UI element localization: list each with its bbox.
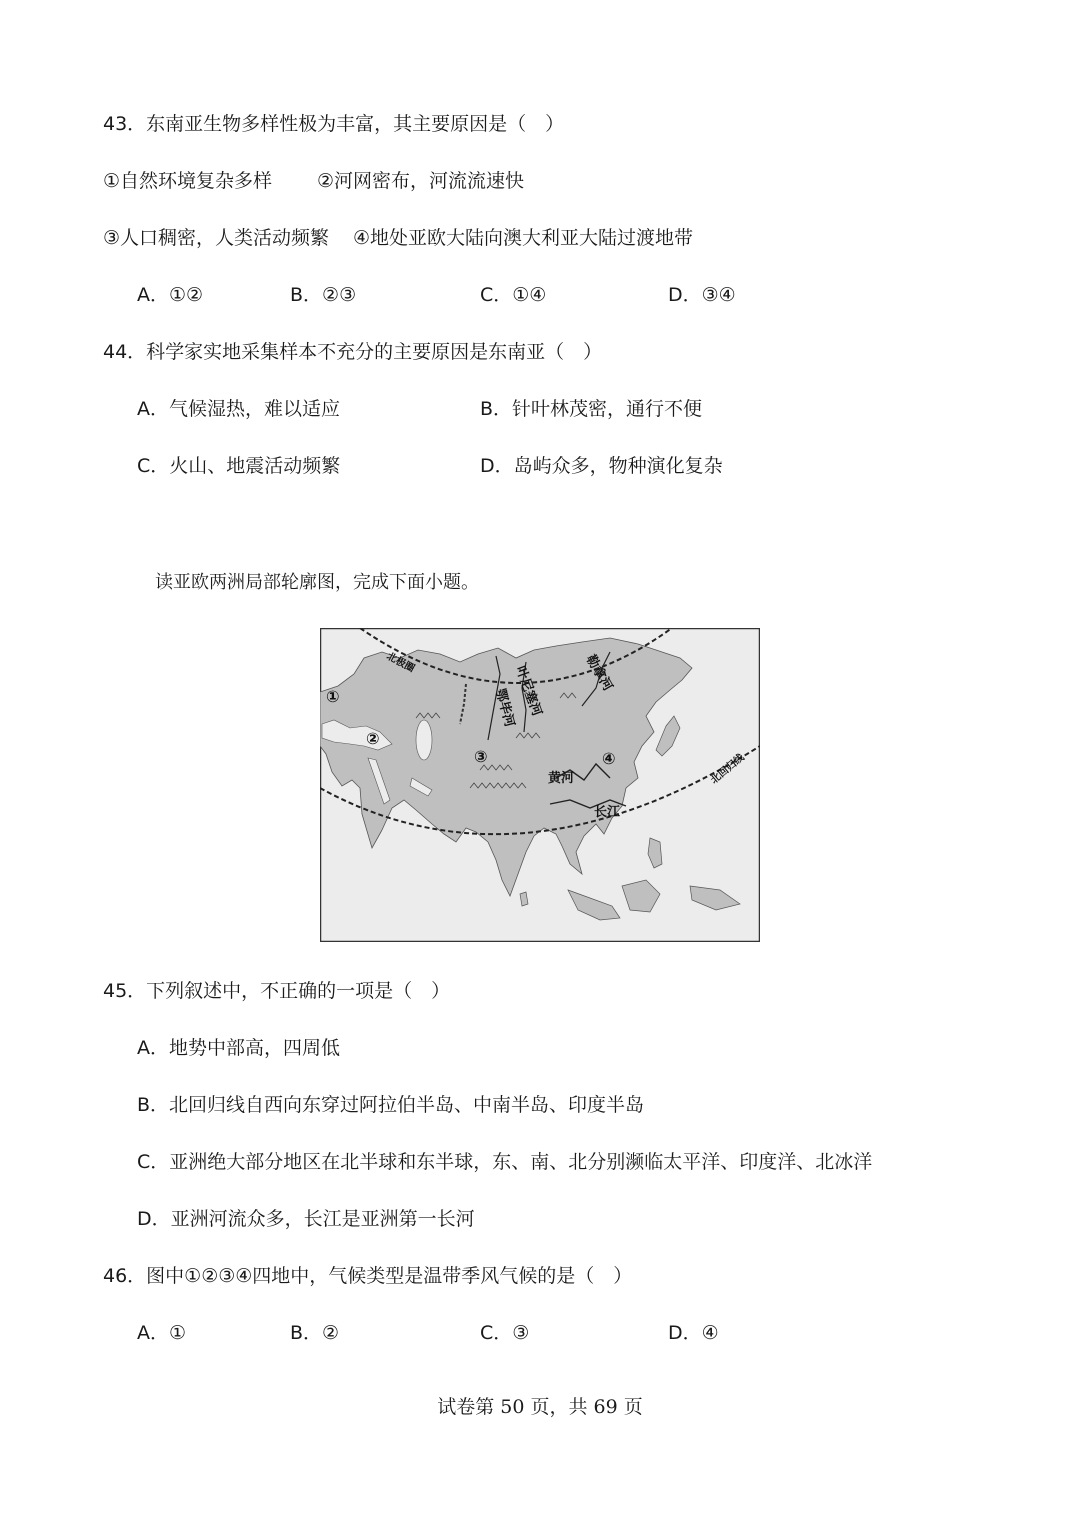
asia-europe-map	[320, 628, 760, 942]
q44-option-c[interactable]: C．火山、地震活动频繁	[137, 455, 341, 477]
q46-option-d[interactable]: D．④	[668, 1322, 719, 1344]
q45-option-b[interactable]: B．北回归线自西向东穿过阿拉伯半岛、中南半岛、印度半岛	[137, 1094, 645, 1116]
q43-statement-3: ③人口稠密，人类活动频繁	[103, 227, 330, 249]
q44-option-d[interactable]: D．岛屿众多，物种演化复杂	[480, 455, 723, 477]
q43-statement-2: ②河网密布，河流流速快	[317, 170, 525, 192]
q45-option-a[interactable]: A．地势中部高，四周低	[137, 1037, 340, 1059]
q44-option-b[interactable]: B．针叶林茂密，通行不便	[480, 398, 703, 420]
q43-option-b[interactable]: B．②③	[290, 284, 357, 306]
q44-stem: 44．科学家实地采集样本不充分的主要原因是东南亚（ ）	[103, 341, 603, 363]
point-1-label: ①	[326, 687, 340, 706]
q46-stem: 46．图中①②③④四地中，气候类型是温带季风气候的是（ ）	[103, 1265, 633, 1287]
yenisei-label: 叶尼塞河	[512, 664, 545, 719]
q44-option-a[interactable]: A．气候湿热，难以适应	[137, 398, 340, 420]
arctic-circle-label: 北极圈	[384, 650, 417, 675]
huanghe-label: 黄河	[548, 771, 575, 786]
q43-option-d[interactable]: D．③④	[668, 284, 736, 306]
q43-stem: 43．东南亚生物多样性极为丰富，其主要原因是（ ）	[103, 113, 565, 135]
q43-statement-4: ④地处亚欧大陆向澳大利亚大陆过渡地带	[353, 227, 694, 249]
caspian-sea	[416, 720, 432, 760]
q45-option-d[interactable]: D．亚洲河流众多，长江是亚洲第一长河	[137, 1208, 475, 1230]
lena-label: 勒拿河	[582, 652, 616, 694]
q43-option-c[interactable]: C．①④	[480, 284, 547, 306]
q45-stem: 45．下列叙述中，不正确的一项是（ ）	[103, 980, 451, 1002]
changjiang-label: 长江	[594, 805, 621, 820]
point-3-label: ③	[474, 747, 488, 766]
point-4-label: ④	[602, 749, 616, 768]
q43-option-a[interactable]: A．①②	[137, 284, 204, 306]
ob-label: 鄂毕河	[492, 687, 517, 729]
q46-option-c[interactable]: C．③	[480, 1322, 530, 1344]
q45-option-c[interactable]: C．亚洲绝大部分地区在北半球和东半球，东、南、北分别濒临太平洋、印度洋、北冰洋	[137, 1151, 873, 1173]
map-intro: 读亚欧两洲局部轮廓图，完成下面小题。	[155, 572, 479, 593]
q46-option-b[interactable]: B．②	[290, 1322, 340, 1344]
point-2-label: ②	[366, 729, 380, 748]
q46-option-a[interactable]: A．①	[137, 1322, 187, 1344]
page-footer: 试卷第 50 页，共 69 页	[437, 1396, 643, 1418]
tropic-label: 北回归线	[708, 752, 747, 787]
q43-statement-1: ①自然环境复杂多样	[103, 170, 273, 192]
